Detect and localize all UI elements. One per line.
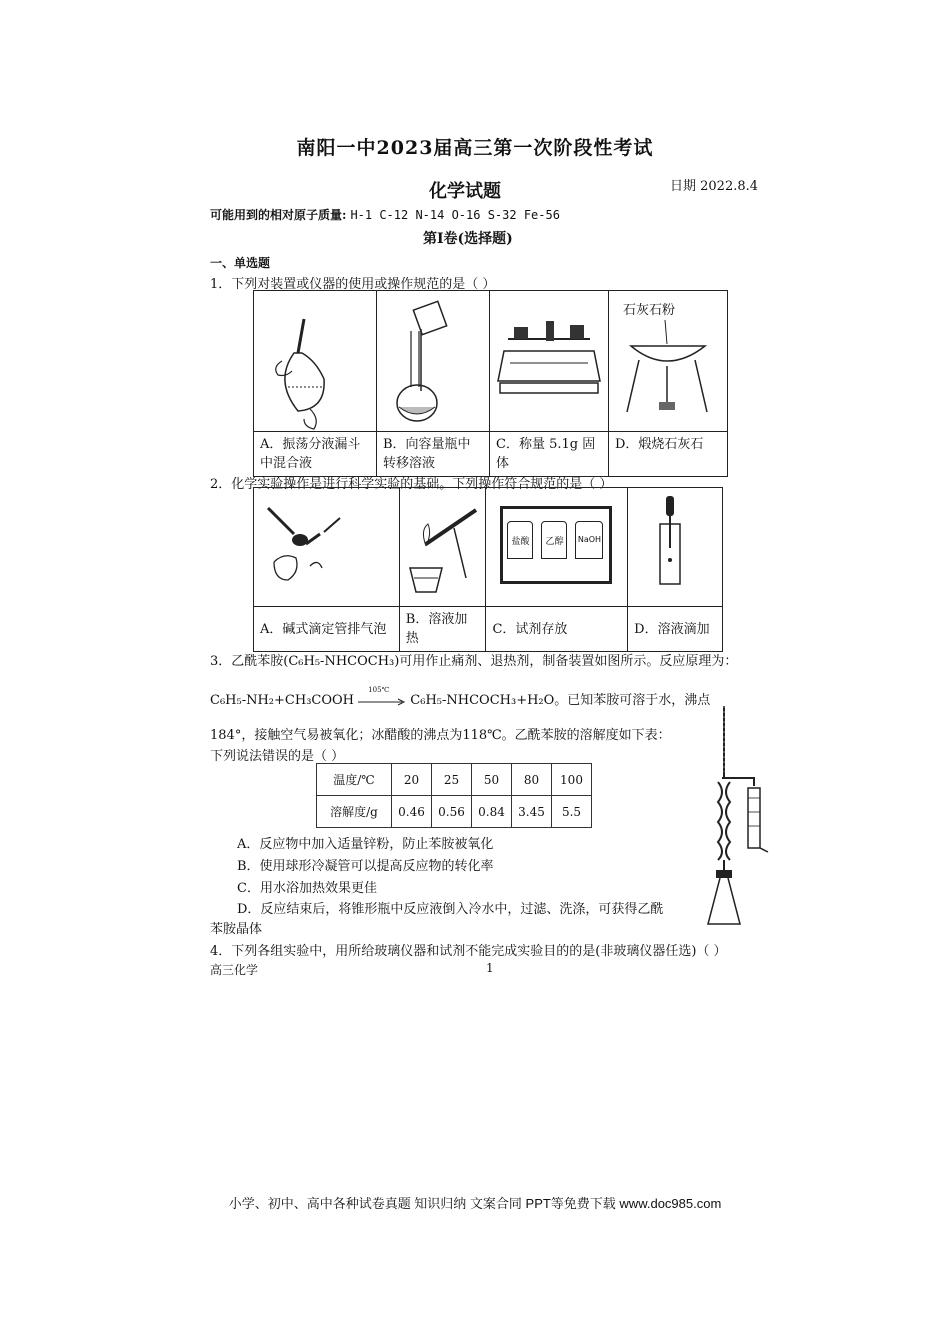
q1-stem: 1．下列对装置或仪器的使用或操作规范的是（ ）	[210, 277, 496, 292]
exam-subtitle: 化学试题	[429, 181, 501, 202]
q1-figure-a	[254, 291, 377, 432]
solubility-table	[316, 763, 592, 828]
q3-option-a: A．反应物中加入适量锌粉，防止苯胺被氧化	[237, 837, 494, 852]
q1-figure-table	[253, 290, 728, 477]
site-footer: 小学、初中、高中各种试卷真题 知识归纳 文案合同 PPT等免费下载 www.doc985.com	[228, 1196, 722, 1211]
atomic-masses-label: 可能用到的相对原子质量:	[210, 208, 347, 222]
q1-option-a: A．振荡分液漏斗中混合液	[254, 432, 377, 477]
q3-equation-left: C₆H₅-NH₂+CH₃COOH	[210, 693, 355, 708]
page-footer-subject: 高三化学	[210, 963, 259, 977]
q3-equation-condition: 105℃	[368, 685, 390, 694]
solubility-cell: 0.84	[472, 796, 512, 828]
solubility-cell: 5.5	[552, 796, 592, 828]
q3-option-d-cont: 苯胺晶体	[210, 922, 263, 937]
q3-stem-line1: 3．乙酰苯胺(C₆H₅-NHCOCH₃)可用作止痛剂、退热剂，制备装置如图所示。反应原理为：	[210, 654, 738, 669]
volumetric-flask-drawing	[377, 291, 489, 431]
heating-tube-drawing	[400, 488, 484, 606]
q3-stem-line3: 184°，接触空气易被氧化；冰醋酸的沸点为118℃。乙酰苯胺的溶解度如下表：	[210, 728, 671, 743]
page-number: 1	[486, 961, 494, 975]
section-title: 第Ⅰ卷(选择题)	[423, 231, 513, 247]
atomic-masses-values: H-1 C-12 N-14 O-16 S-32 Fe-56	[350, 208, 560, 222]
temp-cell: 80	[512, 764, 552, 796]
separatory-funnel-drawing	[254, 291, 376, 431]
q1-figure-c	[490, 291, 609, 432]
solubility-cell: 0.56	[432, 796, 472, 828]
reaction-arrow	[358, 696, 406, 710]
q3-equation	[210, 685, 711, 708]
q2-figure-table	[253, 487, 723, 652]
bottle-ethanol: 乙醇	[541, 521, 567, 559]
q1-figure-b	[377, 291, 490, 432]
bottle-hcl: 盐酸	[507, 521, 533, 559]
q2-figure-a	[254, 488, 400, 607]
exam-date: 日期 2022.8.4	[670, 179, 759, 194]
q3-option-c: C．用水浴加热效果更佳	[237, 881, 377, 896]
burette-bubble-drawing	[254, 488, 396, 606]
q3-equation-arrow	[358, 685, 406, 708]
q2-option-d: D．溶液滴加	[628, 607, 723, 652]
q1-option-d: D．煅烧石灰石	[609, 432, 728, 477]
q2-figure-b	[399, 488, 486, 607]
q4-stem: 4．下列各组实验中，用所给玻璃仪器和试剂不能完成实验目的的是(非玻璃仪器任选)（ ）	[210, 944, 727, 959]
section-type: 一、单选题	[210, 256, 271, 270]
q2-figure-c	[486, 488, 628, 607]
solubility-cell: 3.45	[512, 796, 552, 828]
q3-equation-right: C₆H₅-NHCOCH₃+H₂O。已知苯胺可溶于水，沸点	[410, 693, 711, 708]
exam-title: 南阳一中2023届高三第一次阶段性考试	[296, 137, 654, 159]
temp-cell: 20	[392, 764, 432, 796]
atomic-masses	[210, 206, 560, 223]
q2-option-a: A．碱式滴定管排气泡	[254, 607, 400, 652]
dropper-drawing	[628, 488, 720, 606]
q3-stem-line4: 下列说法错误的是（ ）	[210, 749, 345, 764]
acetanilide-apparatus-drawing	[700, 702, 780, 928]
q3-option-d: D．反应结束后，将锥形瓶中反应液倒入冷水中，过滤、洗涤，可获得乙酰	[237, 902, 664, 917]
limestone-label: 石灰石粉	[623, 303, 676, 318]
q2-stem: 2．化学实验操作是进行科学实验的基础。下列操作符合规范的是（ ）	[210, 477, 613, 492]
temp-cell: 25	[432, 764, 472, 796]
crucible-on-tripod-drawing	[609, 320, 727, 428]
q1-option-b: B．向容量瓶中转移溶液	[377, 432, 490, 477]
temp-header: 温度/℃	[317, 764, 392, 796]
q2-option-c: C．试剂存放	[486, 607, 628, 652]
temp-cell: 100	[552, 764, 592, 796]
balance-drawing	[490, 291, 608, 431]
q3-option-b: B．使用球形冷凝管可以提高反应物的转化率	[237, 859, 494, 874]
solubility-header: 溶解度/g	[317, 796, 392, 828]
solubility-cell: 0.46	[392, 796, 432, 828]
q2-figure-d	[628, 488, 723, 607]
q2-option-b: B．溶液加热	[399, 607, 486, 652]
temp-cell: 50	[472, 764, 512, 796]
q1-option-c: C．称量 5.1g 固体	[490, 432, 609, 477]
q1-figure-d	[609, 291, 728, 432]
bottle-naoh: NaOH	[575, 521, 603, 559]
reagent-cabinet	[500, 506, 612, 584]
